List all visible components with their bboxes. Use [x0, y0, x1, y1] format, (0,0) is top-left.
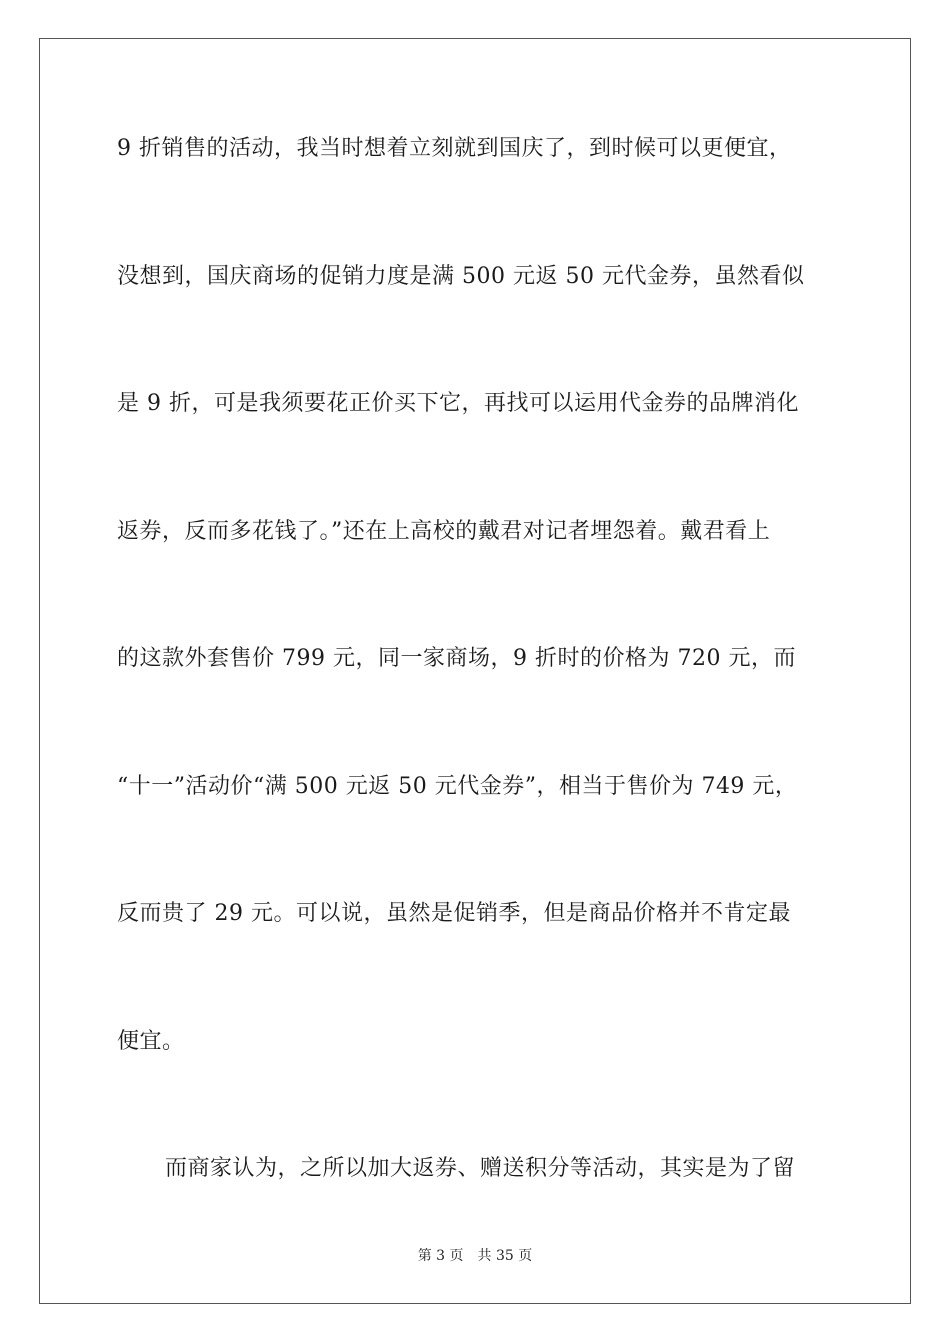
page-number: 第 3 页 — [417, 1248, 464, 1264]
text-line-4: 返券，反而多花钱了。”还在上高校的戴君对记者埋怨着。戴君看上 — [117, 518, 771, 544]
text-line-2: 没想到，国庆商场的促销力度是满 500 元返 50 元代金券，虽然看似 — [117, 263, 805, 289]
text-line-1: 9 折销售的活动，我当时想着立刻就到国庆了，到时候可以更便宜， — [117, 136, 792, 161]
text-line-7: 反而贵了 29 元。可以说，虽然是促销季，但是商品价格并不肯定最 — [117, 901, 791, 926]
text-line-9: 而商家认为，之所以加大返券、赠送积分等活动，其实是为了留 — [165, 1156, 796, 1181]
text-line-3: 是 9 折，可是我须要花正价买下它，再找可以运用代金券的品牌消化 — [117, 391, 799, 416]
text-line-6: “十一”活动价“满 500 元返 50 元代金券”，相当于售价为 749 元， — [117, 773, 798, 799]
text-line-8: 便宜。 — [117, 1028, 185, 1054]
page-footer — [0, 1246, 950, 1266]
page-total: 共 35 页 — [477, 1248, 533, 1264]
text-line-5: 的这款外套售价 799 元，同一家商场，9 折时的价格为 720 元，而 — [117, 646, 796, 671]
document-body — [117, 120, 837, 1268]
